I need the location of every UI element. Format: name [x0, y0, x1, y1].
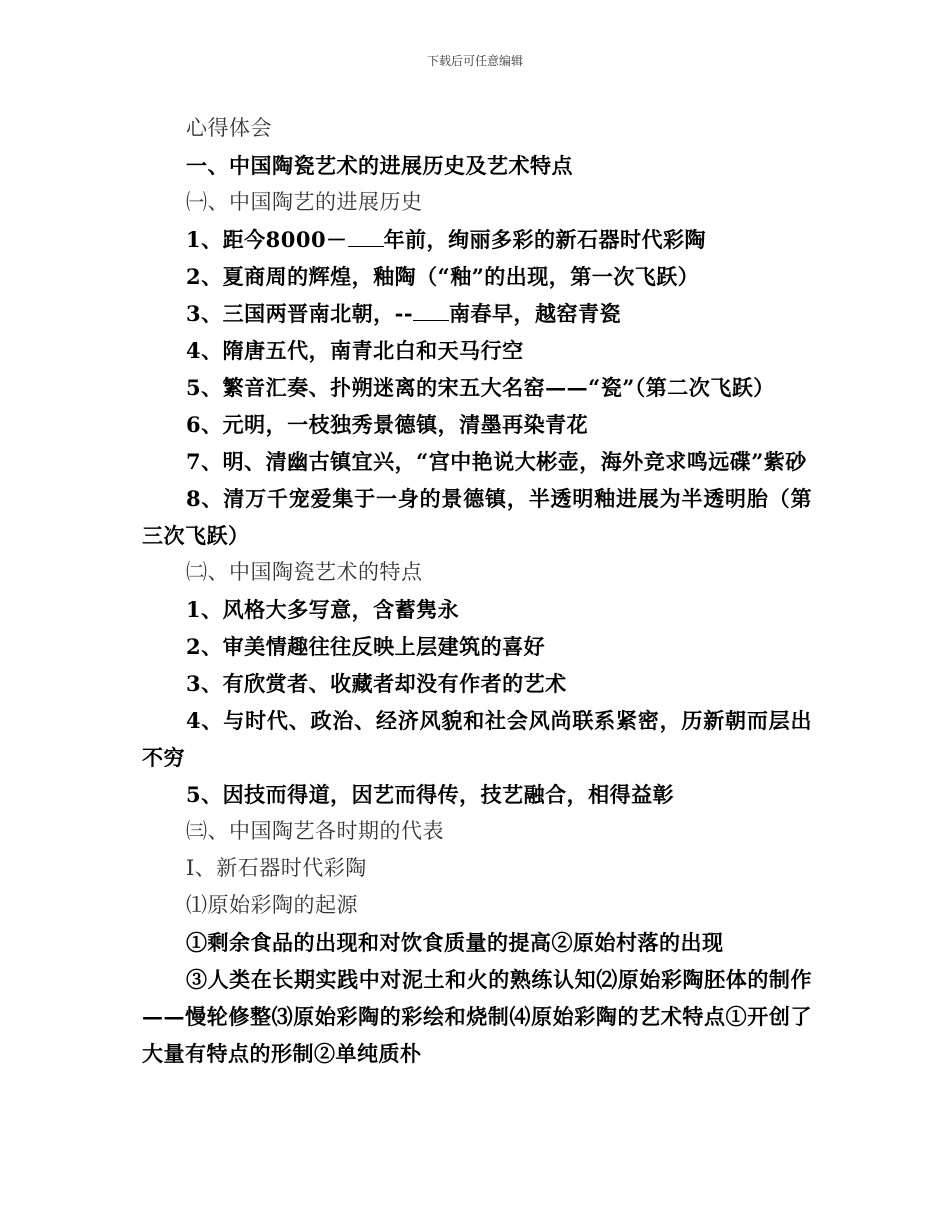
- history-item-3: [142, 295, 812, 332]
- blank-underline: [413, 302, 449, 321]
- history-item-1-part-b: 年前，绚丽多彩的新石器时代彩陶: [383, 227, 707, 252]
- history-item-3-part-a: 3、三国两晋南北朝，--: [186, 301, 414, 326]
- point-heading-1: ⑴原始彩陶的起源: [186, 893, 358, 917]
- history-item-1-part-a: 1、距今8000－: [186, 227, 348, 252]
- roman-heading-1: Ⅰ、新石器时代彩陶: [186, 856, 367, 880]
- trait-item-1: 1、风格大多写意，含蓄隽永: [186, 597, 460, 622]
- document-body: [142, 110, 812, 1072]
- blank-underline: [348, 228, 384, 247]
- history-item-1: [142, 221, 812, 258]
- history-item-8: 8、清万千宠爱集于一身的景德镇，半透明釉进展为半透明胎（第三次飞跃）: [142, 486, 812, 548]
- history-item-4: 4、隋唐五代，南青北白和天马行空: [186, 338, 524, 363]
- history-item-6: 6、元明，一枝独秀景德镇，清墨再染青花: [186, 412, 589, 437]
- content-paragraph-2: ③人类在长期实践中对泥土和火的熟练认知⑵原始彩陶胚体的制作——慢轮修整⑶原始彩陶的彩绘和烧制⑷原始彩陶的艺术特点①开创了大量有特点的形制②单纯质朴: [142, 967, 812, 1066]
- trait-item-5: 5、因技而得道，因艺而得传，技艺融合，相得益彰: [186, 782, 675, 807]
- subsection-heading-1: ㈠、中国陶艺的进展历史: [186, 190, 423, 214]
- trait-item-2: 2、审美情趣往往反映上层建筑的喜好: [186, 634, 546, 659]
- content-line-1: ①剩余食品的出现和对饮食质量的提高②原始村落的出现: [186, 930, 724, 955]
- history-item-7: 7、明、清幽古镇宜兴，“宫中艳说大彬壶，海外竞求鸣远碟”紫砂: [186, 449, 807, 474]
- history-item-5: 5、繁音汇奏、扑朔迷离的宋五大名窑——“瓷”（第二次飞跃）: [186, 375, 775, 400]
- history-item-3-part-b: 南春早，越窑青瓷: [449, 301, 622, 326]
- page-header: 下载后可任意编辑: [426, 54, 523, 68]
- section-heading-1: 一、中国陶瓷艺术的进展历史及艺术特点: [186, 153, 573, 178]
- subsection-heading-2: ㈡、中国陶瓷艺术的特点: [186, 560, 423, 584]
- doc-title: 心得体会: [186, 116, 272, 140]
- trait-item-3: 3、有欣赏者、收藏者却没有作者的艺术: [186, 671, 567, 696]
- history-item-2: 2、夏商周的辉煌，釉陶（“釉”的出现，第一次飞跃）: [186, 264, 700, 289]
- trait-item-4: 4、与时代、政治、经济风貌和社会风尚联系紧密，历新朝而层出不穷: [142, 708, 812, 770]
- subsection-heading-3: ㈢、中国陶艺各时期的代表: [186, 819, 444, 843]
